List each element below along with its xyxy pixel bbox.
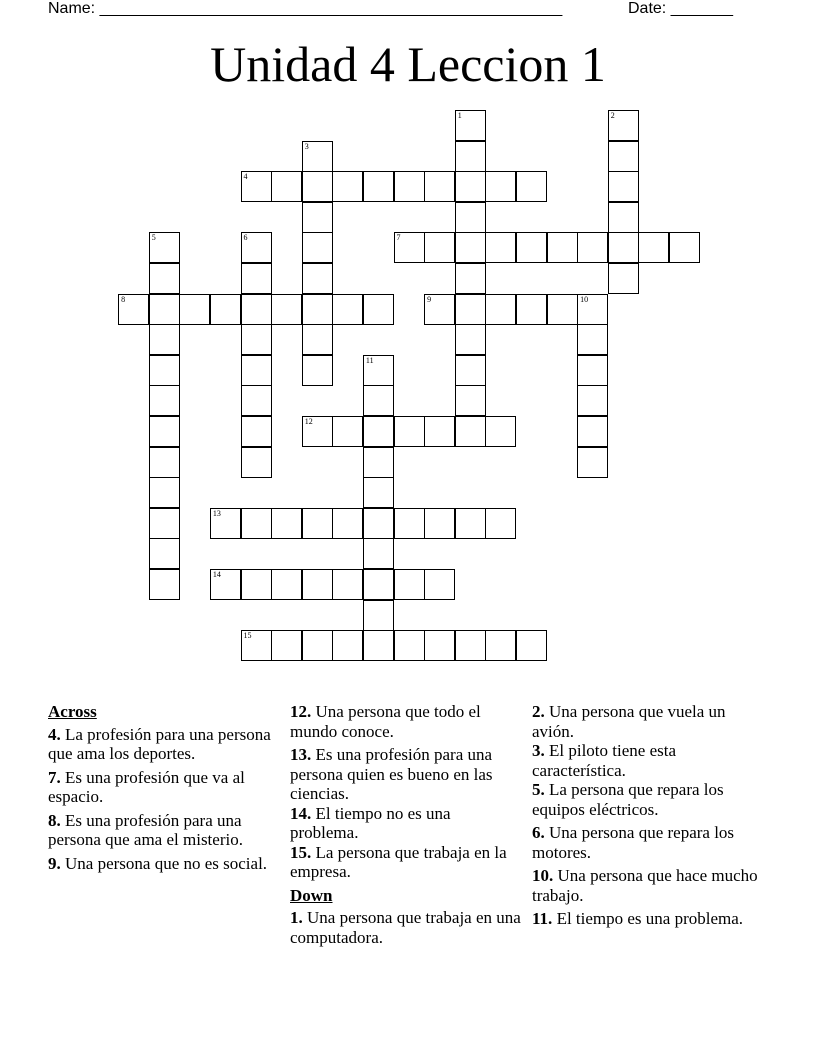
- crossword-cell[interactable]: [577, 385, 608, 416]
- clue-down-2: 2. Una persona que vuela un avión.: [532, 702, 726, 741]
- crossword-cell[interactable]: [363, 600, 394, 631]
- crossword-cell[interactable]: [241, 263, 272, 294]
- clue-across-9: 9. Una persona que no es social.: [48, 853, 268, 873]
- crossword-cell[interactable]: [302, 202, 333, 233]
- crossword-cell[interactable]: [394, 171, 425, 202]
- crossword-cell[interactable]: [241, 171, 272, 202]
- crossword-cell[interactable]: [332, 569, 363, 600]
- crossword-cell[interactable]: [455, 141, 486, 172]
- crossword-cell[interactable]: [455, 171, 486, 202]
- clue-across-12: 12. Una persona que todo el mundo conoce.: [290, 702, 481, 741]
- crossword-cell[interactable]: [332, 294, 363, 325]
- cell-number: 4: [243, 172, 248, 182]
- crossword-cell[interactable]: [210, 569, 241, 600]
- crossword-cell[interactable]: [424, 232, 455, 263]
- clues-column-2: [290, 702, 522, 951]
- crossword-cell[interactable]: [577, 294, 608, 325]
- crossword-cell[interactable]: [149, 324, 180, 355]
- clue-down-10: 10. Una persona que hace mucho trabajo.: [532, 866, 758, 905]
- crossword-cell[interactable]: [455, 630, 486, 661]
- crossword-cell[interactable]: [302, 508, 333, 539]
- crossword-cell[interactable]: [608, 110, 639, 141]
- crossword-cell[interactable]: [608, 263, 639, 294]
- crossword-cell[interactable]: [241, 232, 272, 263]
- crossword-cell[interactable]: [455, 416, 486, 447]
- crossword-cell[interactable]: [485, 232, 516, 263]
- crossword-cell[interactable]: [424, 630, 455, 661]
- crossword-cell[interactable]: [302, 630, 333, 661]
- crossword-cell[interactable]: [455, 110, 486, 141]
- crossword-cell[interactable]: [516, 171, 547, 202]
- crossword-cell[interactable]: [149, 477, 180, 508]
- crossword-cell[interactable]: [577, 416, 608, 447]
- clue-down-11: 11. El tiempo es una problema.: [532, 909, 744, 928]
- cell-number: 12: [304, 417, 313, 426]
- crossword-cell[interactable]: [638, 232, 669, 263]
- crossword-cell[interactable]: [516, 630, 547, 661]
- crossword-cell[interactable]: [302, 141, 333, 172]
- crossword-cell[interactable]: [485, 508, 516, 539]
- crossword-cell[interactable]: [210, 294, 241, 325]
- clue-across-4: 4. La profesión para una persona que ama los deportes.: [48, 724, 271, 763]
- crossword-cell[interactable]: [363, 508, 394, 539]
- crossword-cell[interactable]: [363, 294, 394, 325]
- crossword-cell[interactable]: [210, 508, 241, 539]
- crossword-cell[interactable]: [394, 232, 425, 263]
- crossword-cell[interactable]: [363, 630, 394, 661]
- crossword-cell[interactable]: [149, 355, 180, 386]
- crossword-cell[interactable]: [424, 171, 455, 202]
- cell-number: 2: [610, 111, 615, 120]
- crossword-cell[interactable]: [363, 538, 394, 569]
- crossword-cell[interactable]: [149, 508, 180, 539]
- clue-down-5: 5. La persona que repara los equipos eléctricos.: [532, 780, 724, 819]
- page-title: Unidad 4 Leccion 1: [210, 36, 606, 92]
- header: [48, 0, 740, 20]
- crossword-cell[interactable]: [516, 232, 547, 263]
- crossword-cell[interactable]: [424, 416, 455, 447]
- clue-across-15: 15. La persona que trabaja en la empresa.: [290, 842, 507, 881]
- crossword-cell[interactable]: [149, 385, 180, 416]
- crossword-cell[interactable]: [118, 294, 149, 325]
- crossword-cell[interactable]: [669, 232, 700, 263]
- crossword-cell[interactable]: [363, 447, 394, 478]
- crossword-cell[interactable]: [363, 569, 394, 600]
- crossword-cell[interactable]: [577, 447, 608, 478]
- crossword-cell[interactable]: [241, 385, 272, 416]
- crossword-cell[interactable]: [485, 294, 516, 325]
- cell-number: 8: [121, 294, 126, 304]
- crossword-cell[interactable]: [455, 355, 486, 386]
- crossword-cell[interactable]: [241, 355, 272, 386]
- crossword-cell[interactable]: [332, 416, 363, 447]
- crossword-cell[interactable]: [332, 508, 363, 539]
- crossword-cell[interactable]: [149, 294, 180, 325]
- cell-number: 13: [212, 508, 221, 518]
- cell-number: 1: [457, 111, 462, 120]
- crossword-cell[interactable]: [241, 508, 272, 539]
- crossword-cell[interactable]: [241, 294, 272, 325]
- crossword-cell[interactable]: [455, 324, 486, 355]
- cell-number: 7: [396, 233, 401, 243]
- crossword-cell[interactable]: [547, 232, 578, 263]
- crossword-cell[interactable]: [332, 171, 363, 202]
- crossword-cell[interactable]: [455, 508, 486, 539]
- crossword-cell[interactable]: [149, 263, 180, 294]
- down-heading: Down: [290, 885, 333, 905]
- crossword-cell[interactable]: [302, 416, 333, 447]
- crossword-cell[interactable]: [424, 294, 455, 325]
- crossword-cell[interactable]: [608, 141, 639, 172]
- crossword-cell[interactable]: [149, 416, 180, 447]
- crossword-cell[interactable]: [271, 508, 302, 539]
- crossword-cell[interactable]: [179, 294, 210, 325]
- crossword-cell[interactable]: [241, 416, 272, 447]
- crossword-cell[interactable]: [271, 630, 302, 661]
- crossword-cell[interactable]: [394, 630, 425, 661]
- crossword-cell[interactable]: [302, 171, 333, 202]
- crossword-cell[interactable]: [455, 263, 486, 294]
- crossword-cell[interactable]: [608, 232, 639, 263]
- crossword-cell[interactable]: [577, 355, 608, 386]
- crossword-cell[interactable]: [394, 416, 425, 447]
- crossword-cell[interactable]: [516, 294, 547, 325]
- crossword-cell[interactable]: [394, 569, 425, 600]
- crossword-cell[interactable]: [241, 324, 272, 355]
- crossword-cell[interactable]: [241, 569, 272, 600]
- crossword-cell[interactable]: [455, 232, 486, 263]
- crossword-cell[interactable]: [302, 569, 333, 600]
- cell-number: 10: [580, 294, 589, 304]
- cell-number: 15: [243, 631, 252, 641]
- crossword-cell[interactable]: [302, 324, 333, 355]
- crossword-cell[interactable]: [363, 385, 394, 416]
- clues-column-1: [48, 702, 273, 877]
- crossword-cell[interactable]: [577, 232, 608, 263]
- crossword-cell[interactable]: [149, 538, 180, 569]
- crossword-cell[interactable]: [149, 569, 180, 600]
- crossword-cell[interactable]: [271, 569, 302, 600]
- crossword-cell[interactable]: [455, 294, 486, 325]
- clue-down-1: 1. Una persona que trabaja en una computadora.: [290, 908, 521, 947]
- clues-column-3: [532, 702, 762, 933]
- crossword-cell[interactable]: [241, 630, 272, 661]
- cell-number: 5: [151, 233, 156, 243]
- crossword-cell[interactable]: [424, 569, 455, 600]
- name-field-label: Name: ____________________________________________________: [48, 0, 563, 17]
- crossword-cell[interactable]: [241, 447, 272, 478]
- crossword-cell[interactable]: [363, 477, 394, 508]
- crossword-cell[interactable]: [332, 630, 363, 661]
- crossword-cell[interactable]: [302, 263, 333, 294]
- cell-number: 9: [427, 294, 432, 304]
- crossword-cell[interactable]: [455, 202, 486, 233]
- crossword-cell[interactable]: [424, 508, 455, 539]
- crossword-cell[interactable]: [302, 232, 333, 263]
- crossword-cell[interactable]: [485, 416, 516, 447]
- across-heading: Across: [48, 702, 97, 721]
- cell-number: 6: [243, 233, 248, 243]
- crossword-cell[interactable]: [547, 294, 578, 325]
- crossword-cell[interactable]: [363, 416, 394, 447]
- cell-number: 14: [212, 570, 221, 579]
- crossword-cell[interactable]: [608, 202, 639, 233]
- clue-across-7: 7. Es una profesión que va al espacio.: [48, 767, 245, 806]
- crossword-cell[interactable]: [485, 171, 516, 202]
- clue-across-13: 13. Es una profesión para una persona quien es bueno en las ciencias.: [290, 745, 493, 803]
- clue-across-14: 14. El tiempo no es una problema.: [290, 803, 451, 842]
- crossword-cell[interactable]: [149, 232, 180, 263]
- crossword-cell[interactable]: [271, 294, 302, 325]
- crossword-cell[interactable]: [455, 385, 486, 416]
- clue-across-8: 8. Es una profesión para una persona que ama el misterio.: [48, 810, 243, 849]
- crossword-cell[interactable]: [271, 171, 302, 202]
- crossword-cell[interactable]: [363, 171, 394, 202]
- cell-number: 11: [365, 355, 374, 365]
- crossword-cell[interactable]: [149, 447, 180, 478]
- clue-down-6: 6. Una persona que repara los motores.: [532, 823, 735, 862]
- crossword-cell[interactable]: [608, 171, 639, 202]
- crossword-cell[interactable]: [394, 508, 425, 539]
- crossword-cell[interactable]: [485, 630, 516, 661]
- date-field-label: Date: _______: [628, 0, 733, 17]
- clue-down-3: 3. El piloto tiene esta característica.: [532, 741, 676, 780]
- cell-number: 3: [304, 141, 309, 151]
- crossword-cell[interactable]: [302, 355, 333, 386]
- crossword-cell[interactable]: [363, 355, 394, 386]
- crossword-cell[interactable]: [302, 294, 333, 325]
- crossword-cell[interactable]: [577, 324, 608, 355]
